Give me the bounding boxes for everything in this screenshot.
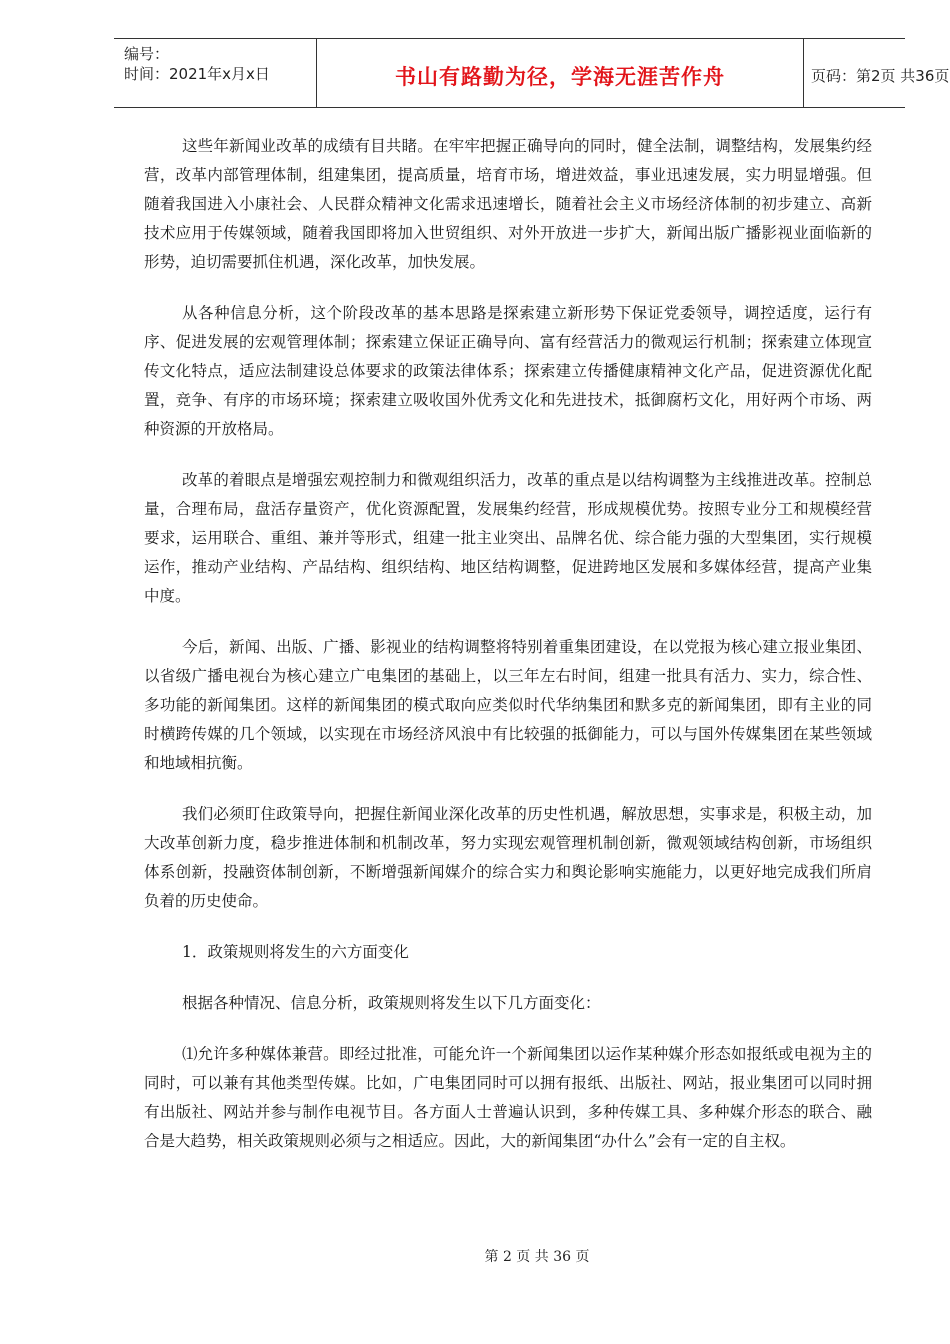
header-motto: 书山有路勤为径，学海无涯苦作舟: [395, 65, 725, 89]
paragraph: 改革的着眼点是增强宏观控制力和微观组织活力，改革的重点是以结构调整为主线推进改革。控制总量，合理布局，盘活存量资产，优化资源配置，发展集约经营，形成规模优势。按照专业分工和规模经营要求，运用联合、重组、兼并等形式，组建一批主业突出、品牌名优、综合能力强的大型集团，实行规模运作，推动产业结构、产品结构、组织结构、地区结构调整，促进跨地区发展和多媒体经营，提高产业集中度。: [144, 471, 872, 605]
paragraph: ⑴允许多种媒体兼营。即经过批准，可能允许一个新闻集团以运作某种媒介形态如报纸或电视为主的同时，可以兼有其他类型传媒。比如，广电集团同时可以拥有报纸、出版社、网站，报业集团可以同时拥有出版社、网站并参与制作电视节目。各方面人士普遍认识到，多种传媒工具、多种媒介形态的联合、融合是大趋势，相关政策规则必须与之相适应。因此，大的新闻集团“办什么”会有一定的自主权。: [144, 1045, 872, 1150]
header-page-code: 页码：第2页 共36页: [811, 67, 950, 85]
document-number-label: 编号：: [124, 45, 170, 63]
page-header: [114, 38, 950, 108]
paragraph: 从各种信息分析，这个阶段改革的基本思路是探索建立新形势下保证党委领导，调控适度，运行有序、促进发展的宏观管理体制；探索建立保证正确导向、富有经营活力的微观运行机制；探索建立体现宣传文化特点，适应法制建设总体要求的政策法律体系；探索建立传播健康精神文化产品，促进资源优化配置，竞争、有序的市场环境；探索建立吸收国外优秀文化和先进技术，抵御腐朽文化，用好两个市场、两种资源的开放格局。: [144, 304, 872, 438]
document-body: [144, 132, 872, 1156]
section-heading: 1．政策规则将发生的六方面变化: [182, 943, 409, 961]
header-info-cell: [114, 39, 316, 107]
header-page-cell: [803, 39, 950, 107]
header-motto-cell: [316, 39, 804, 107]
paragraph: 我们必须盯住政策导向，把握住新闻业深化改革的历史性机遇，解放思想，实事求是，积极主动，加大改革创新力度，稳步推进体制和机制改革，努力实现宏观管理机制创新，微观领域结构创新，市场组织体系创新，投融资体制创新，不断增强新闻媒介的综合实力和舆论影响实施能力，以更好地完成我们所肩负着的历史使命。: [144, 805, 872, 910]
paragraph: 这些年新闻业改革的成绩有目共睹。在牢牢把握正确导向的同时，健全法制，调整结构，发展集约经营，改革内部管理体制，组建集团，提高质量，培育市场，增进效益，事业迅速发展，实力明显增强。但随着我国进入小康社会、人民群众精神文化需求迅速增长，随着社会主义市场经济体制的初步建立、高新技术应用于传媒领域，随着我国即将加入世贸组织、对外开放进一步扩大，新闻出版广播影视业面临新的形势，迫切需要抓住机遇，深化改革，加快发展。: [144, 137, 872, 271]
paragraph: 根据各种情况、信息分析，政策规则将发生以下几方面变化：: [182, 994, 601, 1012]
page-footer: 第 2 页 共 36 页: [484, 1249, 590, 1265]
document-date: 时间：2021年x月x日: [124, 65, 270, 83]
paragraph: 今后，新闻、出版、广播、影视业的结构调整将特别着重集团建设，在以党报为核心建立报业集团、以省级广播电视台为核心建立广电集团的基础上，以三年左右时间，组建一批具有活力、实力，综合性、多功能的新闻集团。这样的新闻集团的模式取向应类似时代华纳集团和默多克的新闻集团，即有主业的同时横跨传媒的几个领域，以实现在市场经济风浪中有比较强的抵御能力，可以与国外传媒集团在某些领域和地域相抗衡。: [144, 638, 872, 772]
